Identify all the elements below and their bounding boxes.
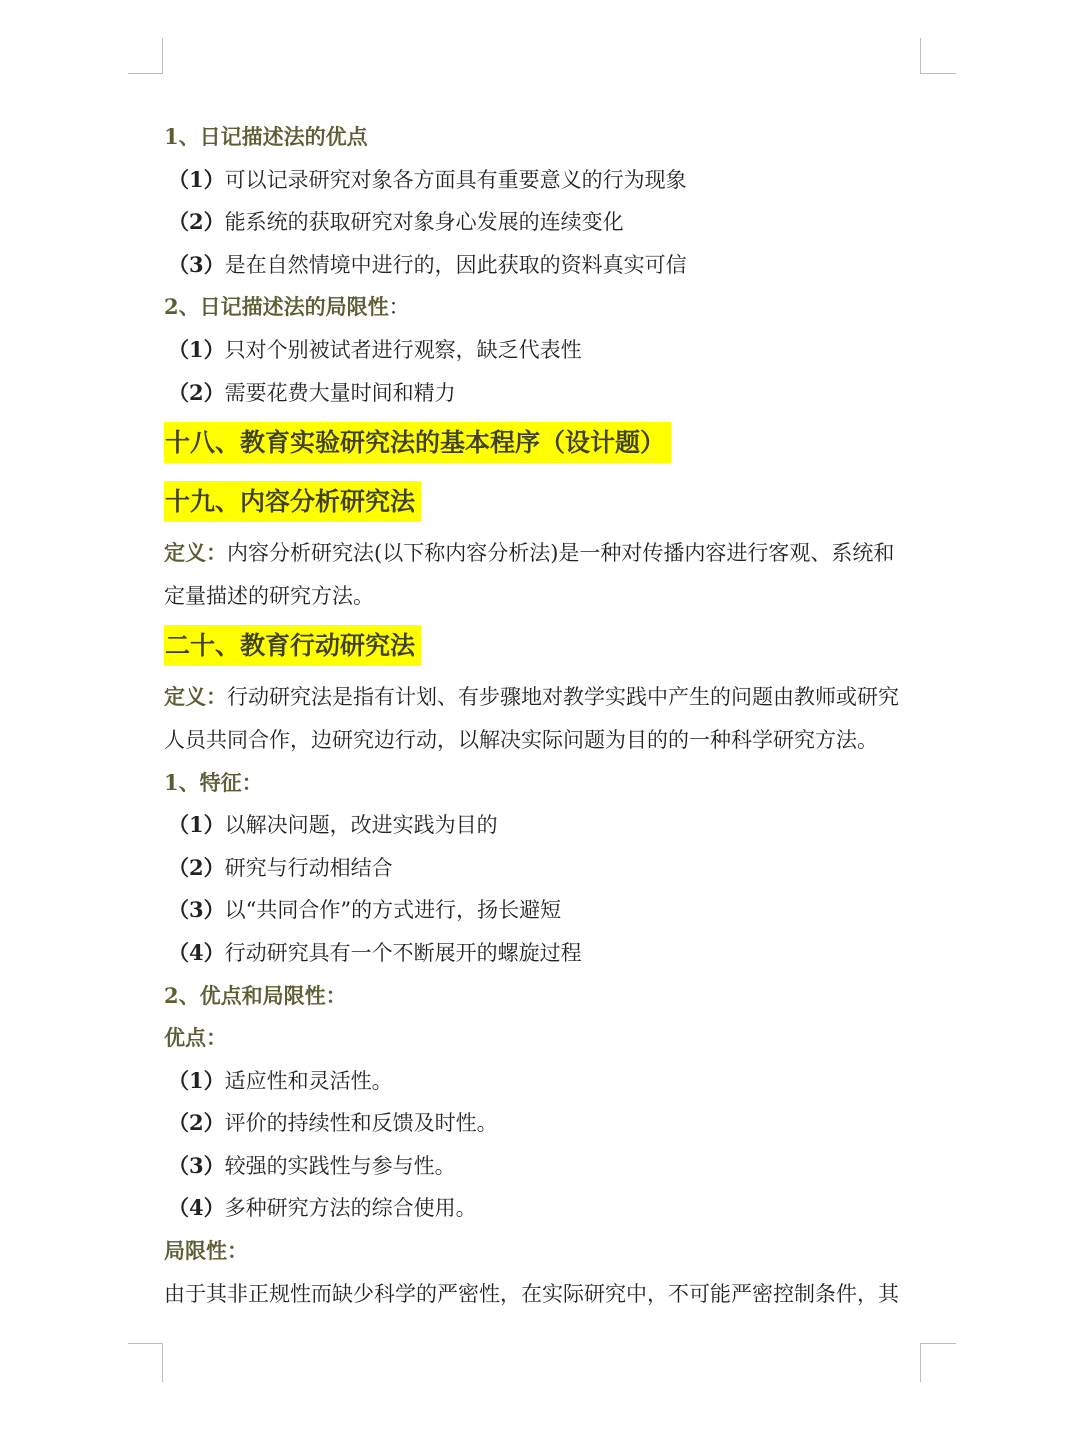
item-number: （4） [168,1195,225,1221]
item-text: 可以记录研究对象各方面具有重要意义的行为现象 [224,167,687,192]
diary-advantage-item-2 [164,201,924,244]
heading-20: 二十、教育行动研究法 [164,625,421,666]
feature-item-2 [164,847,924,890]
definition-text: 内容分析研究法(以下称内容分析法)是一种对传播内容进行客观、系统和 [227,541,895,566]
cons-label: 局限性： [164,1238,248,1264]
document-body [164,116,924,1315]
item-text: 以“共同合作”的方式进行，扬长避短 [224,898,562,923]
definition-line-1 [164,676,924,719]
action-research-definition [164,676,924,761]
diary-limitations-title-text: 2、日记描述法的局限性 [164,294,389,320]
item-text: 研究与行动相结合 [224,855,393,880]
pro-item-2 [164,1102,924,1145]
page-corner-mark-top-left [128,38,163,74]
item-number: （2） [168,1110,225,1136]
diary-advantage-item-1 [164,159,924,202]
cons-text-line-1: 由于其非正规性而缺少科学的严密性，在实际研究中，不可能严密控制条件，其 [164,1281,899,1306]
item-text: 评价的持续性和反馈及时性。 [224,1111,498,1136]
heading-19-wrapper [164,473,924,532]
diary-advantage-item-3 [164,244,924,287]
item-number: （2） [168,379,225,405]
item-text: 行动研究具有一个不断展开的螺旋过程 [224,940,582,965]
item-number: （1） [168,166,225,192]
page-corner-mark-bottom-left [128,1343,163,1382]
features-title: 1、特征： [164,769,263,795]
item-number: （3） [168,1152,225,1178]
heading-20-wrapper [164,617,924,676]
item-number: （3） [168,251,225,277]
page-corner-mark-bottom-right [920,1343,956,1382]
definition-line-1 [164,532,924,575]
definition-text: 行动研究法是指有计划、有步骤地对教学实践中产生的问题由教师或研究 [227,685,899,710]
definition-line-2: 定量描述的研究方法。 [164,583,374,608]
diary-limitation-item-1 [164,329,924,372]
heading-18-wrapper [164,414,924,473]
diary-advantages-title: 1、日记描述法的优点 [164,124,368,149]
item-number: （4） [168,939,225,965]
content-analysis-definition [164,532,924,617]
heading-19: 十九、内容分析研究法 [164,481,421,522]
item-number: （2） [168,209,225,235]
item-text: 以解决问题，改进实践为目的 [224,813,498,838]
page-corner-mark-top-right [920,38,956,74]
feature-item-1 [164,804,924,847]
definition-label: 定义： [164,540,227,566]
definition-line-2: 人员共同合作，边研究边行动，以解决实际问题为目的的一种科学研究方法。 [164,727,878,752]
item-number: （2） [168,854,225,880]
item-number: （1） [168,1067,225,1093]
pros-cons-title: 2、优点和局限性： [164,982,347,1008]
diary-limitation-item-2 [164,372,924,415]
item-text: 是在自然情境中进行的，因此获取的资料真实可信 [224,252,687,277]
item-text: 较强的实践性与参与性。 [224,1153,456,1178]
pro-item-3 [164,1145,924,1188]
pros-label: 优点： [164,1025,227,1051]
pro-item-1 [164,1060,924,1103]
feature-item-3 [164,889,924,932]
item-text: 只对个别被试者进行观察，缺乏代表性 [224,337,582,362]
item-text: 多种研究方法的综合使用。 [224,1196,477,1221]
item-number: （1） [168,812,225,838]
heading-18: 十八、教育实验研究法的基本程序（设计题） [164,422,671,463]
item-number: （1） [168,336,225,362]
pro-item-4 [164,1187,924,1230]
diary-limitations-title [164,286,924,329]
item-text: 需要花费大量时间和精力 [224,380,456,405]
item-text: 能系统的获取研究对象身心发展的连续变化 [224,210,624,235]
definition-label: 定义： [164,684,227,710]
diary-limitations-colon: ： [388,295,410,320]
item-number: （3） [168,897,225,923]
item-text: 适应性和灵活性。 [224,1068,393,1093]
feature-item-4 [164,932,924,975]
